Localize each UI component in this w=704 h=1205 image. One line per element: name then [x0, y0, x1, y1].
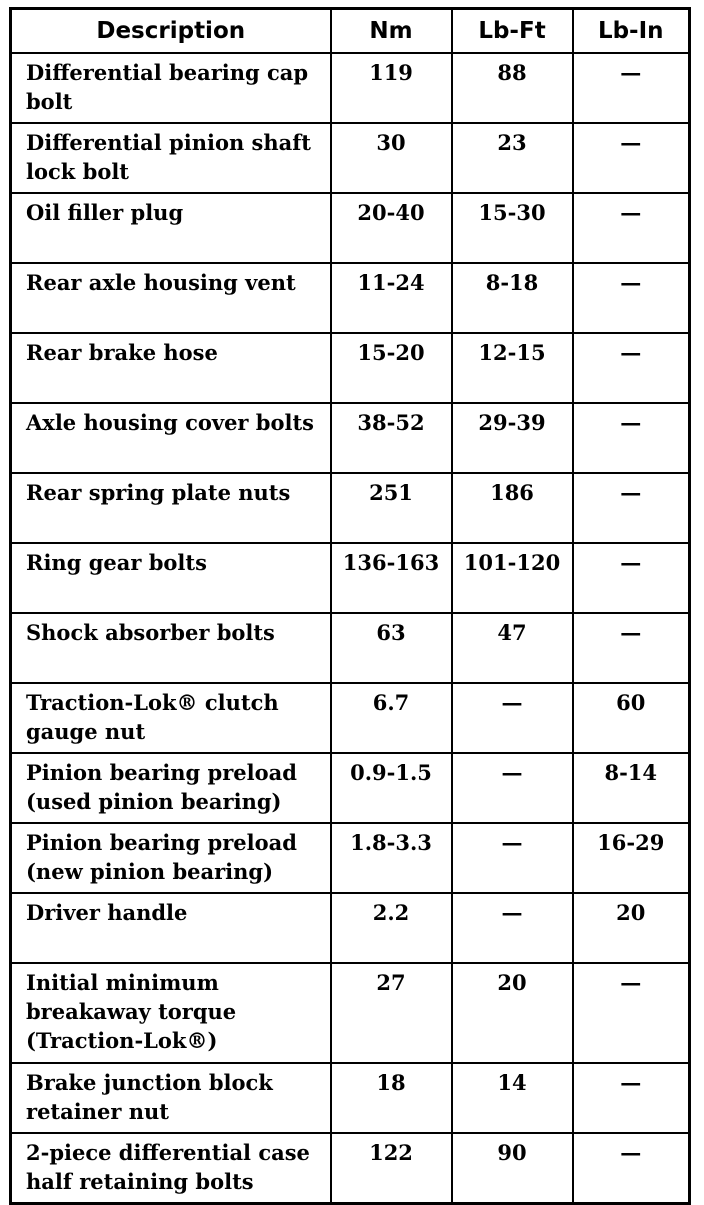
nm-cell: 251: [331, 473, 452, 543]
table-row: [11, 1063, 690, 1133]
description-cell: Initial minimum breakaway torque (Traction-Lok®): [11, 963, 331, 1063]
header-nm: Nm: [331, 9, 452, 54]
lb-in-cell: —: [573, 123, 690, 193]
nm-cell: 2.2: [331, 893, 452, 963]
nm-cell: 119: [331, 53, 452, 123]
table-row: [11, 473, 690, 543]
table-row: [11, 543, 690, 613]
description-cell: Rear brake hose: [11, 333, 331, 403]
lb-ft-cell: 101-120: [452, 543, 573, 613]
nm-cell: 11-24: [331, 263, 452, 333]
lb-ft-cell: 23: [452, 123, 573, 193]
description-cell: Rear axle housing vent: [11, 263, 331, 333]
lb-in-cell: —: [573, 53, 690, 123]
lb-in-cell: 8-14: [573, 753, 690, 823]
description-cell: Brake junction block retainer nut: [11, 1063, 331, 1133]
lb-ft-cell: 20: [452, 963, 573, 1063]
lb-ft-cell: 15-30: [452, 193, 573, 263]
nm-cell: 30: [331, 123, 452, 193]
table-row: [11, 823, 690, 893]
lb-in-cell: —: [573, 543, 690, 613]
description-cell: Ring gear bolts: [11, 543, 331, 613]
lb-in-cell: —: [573, 263, 690, 333]
lb-in-cell: —: [573, 963, 690, 1063]
table-row: [11, 683, 690, 753]
nm-cell: 122: [331, 1133, 452, 1204]
nm-cell: 38-52: [331, 403, 452, 473]
description-cell: Pinion bearing preload (used pinion bearing): [11, 753, 331, 823]
table-row: [11, 123, 690, 193]
lb-in-cell: 60: [573, 683, 690, 753]
nm-cell: 1.8-3.3: [331, 823, 452, 893]
table-row: [11, 193, 690, 263]
description-cell: 2-piece differential case half retaining bolts: [11, 1133, 331, 1204]
lb-ft-cell: 88: [452, 53, 573, 123]
table-row: [11, 263, 690, 333]
lb-ft-cell: 29-39: [452, 403, 573, 473]
header-description: Description: [11, 9, 331, 54]
lb-in-cell: 16-29: [573, 823, 690, 893]
lb-in-cell: —: [573, 473, 690, 543]
header-lb-ft: Lb-Ft: [452, 9, 573, 54]
description-cell: Axle housing cover bolts: [11, 403, 331, 473]
description-cell: Shock absorber bolts: [11, 613, 331, 683]
table-row: [11, 613, 690, 683]
description-cell: Rear spring plate nuts: [11, 473, 331, 543]
header-row: [11, 9, 690, 54]
lb-in-cell: —: [573, 613, 690, 683]
table-row: [11, 403, 690, 473]
lb-in-cell: 20: [573, 893, 690, 963]
table-row: [11, 893, 690, 963]
lb-ft-cell: 14: [452, 1063, 573, 1133]
lb-in-cell: —: [573, 1133, 690, 1204]
description-cell: Differential pinion shaft lock bolt: [11, 123, 331, 193]
table-row: [11, 333, 690, 403]
lb-in-cell: —: [573, 193, 690, 263]
nm-cell: 0.9-1.5: [331, 753, 452, 823]
lb-ft-cell: 186: [452, 473, 573, 543]
torque-specification-table: [9, 7, 691, 1205]
nm-cell: 6.7: [331, 683, 452, 753]
lb-in-cell: —: [573, 333, 690, 403]
lb-ft-cell: —: [452, 823, 573, 893]
lb-ft-cell: —: [452, 893, 573, 963]
description-cell: Pinion bearing preload (new pinion bearing): [11, 823, 331, 893]
nm-cell: 18: [331, 1063, 452, 1133]
table-row: [11, 53, 690, 123]
header-lb-in: Lb-In: [573, 9, 690, 54]
description-cell: Oil filler plug: [11, 193, 331, 263]
lb-ft-cell: —: [452, 683, 573, 753]
description-cell: Traction-Lok® clutch gauge nut: [11, 683, 331, 753]
nm-cell: 27: [331, 963, 452, 1063]
nm-cell: 15-20: [331, 333, 452, 403]
lb-ft-cell: 8-18: [452, 263, 573, 333]
lb-ft-cell: 90: [452, 1133, 573, 1204]
lb-in-cell: —: [573, 1063, 690, 1133]
lb-ft-cell: 12-15: [452, 333, 573, 403]
table-row: [11, 753, 690, 823]
lb-in-cell: —: [573, 403, 690, 473]
lb-ft-cell: 47: [452, 613, 573, 683]
nm-cell: 20-40: [331, 193, 452, 263]
nm-cell: 63: [331, 613, 452, 683]
description-cell: Differential bearing cap bolt: [11, 53, 331, 123]
table-row: [11, 963, 690, 1063]
nm-cell: 136-163: [331, 543, 452, 613]
table-row: [11, 1133, 690, 1204]
description-cell: Driver handle: [11, 893, 331, 963]
lb-ft-cell: —: [452, 753, 573, 823]
